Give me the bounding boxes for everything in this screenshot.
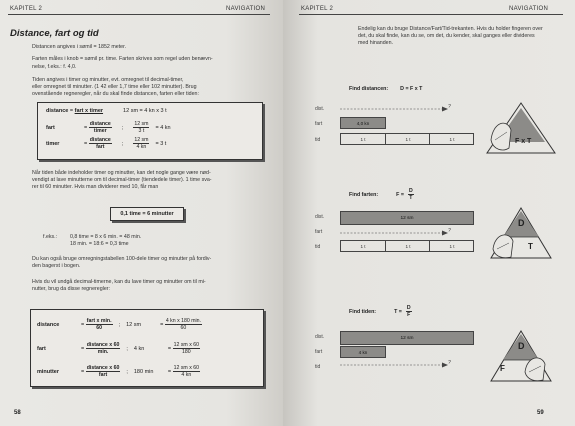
formula-box-minutes (30, 309, 264, 387)
row-label-fart: fart (315, 229, 323, 235)
denominator: fart (98, 372, 108, 378)
formula-label: fart (37, 345, 46, 352)
triangle-d-f-t (485, 100, 557, 156)
find-distance-heading (349, 86, 422, 92)
heading-label: Find tiden: (349, 308, 377, 315)
tid-bar (340, 133, 474, 145)
numerator: distance (89, 137, 111, 143)
paragraph: Når tiden både indeholder timer og minutter, kan det nogle gange være nød- (32, 170, 211, 176)
paragraph: Du kan også bruge omregningstabellen 100-dele timer og minutter på fordiv- (32, 256, 212, 262)
numerator: distance x 60 (86, 342, 120, 348)
numerator: fart x min. (86, 318, 112, 324)
row-label-fart: fart (315, 121, 323, 127)
distance-arrow (340, 104, 450, 114)
paragraph: med hinanden. (358, 40, 394, 46)
tid-cell: 1 t (385, 241, 430, 251)
formula-fraction (89, 137, 112, 150)
numerator: D (408, 188, 413, 194)
formula-fraction (86, 318, 113, 331)
formula-expr: fart x timer (74, 108, 104, 114)
paragraph: den bagerst i bogen. (32, 263, 81, 269)
tid-bar (340, 240, 474, 252)
paragraph: Hvis du vil undgå decimal-timerne, kan du lave timer og minutter om til mi- (32, 279, 206, 285)
left-page (0, 0, 283, 426)
formula-row-minutter: minutter = $\frac{\text{distance x 60}}{\text{fart}}$ ; 180 min = $\frac{\text{12 sm x 60}}{4 kn}$ (37, 365, 199, 378)
denominator: 180 (181, 349, 191, 355)
formula-lhs: F = (396, 191, 404, 198)
triangle-label: F x T (515, 138, 532, 145)
denominator: 60 (96, 325, 103, 331)
triangle-d-f (489, 328, 553, 384)
formula-box-decimal (37, 102, 263, 160)
formula-row-fart: fart = $\frac{\text{distance}}{\text{timer}}$ ; $\frac{12 sm}{3 t}$ = 4 kn (46, 121, 171, 134)
formula-fraction (406, 305, 412, 318)
unknown-mark: ? (448, 104, 451, 110)
denominator: 4 kn (136, 144, 147, 150)
example-fraction (133, 121, 149, 134)
row-label-dist: dist. (315, 214, 325, 220)
example-fraction (165, 318, 202, 331)
formula-row-distance: distance = fart x timer 12 sm = 4 kn x 3 t (46, 108, 167, 114)
formula-result: 3 t (160, 140, 167, 147)
tid-cell: 1 t (360, 243, 366, 249)
example-label: f.eks.: (43, 234, 58, 240)
paragraph: det, du skal finde, kan du se, om det, du kender, skal ganges eller divideres (358, 33, 535, 39)
chapter-header: KAPITEL 2 (301, 6, 334, 12)
conversion-box: 0,1 time = 6 minutter (110, 207, 184, 221)
heading-label: Find distancen: (349, 86, 389, 92)
row-label-tid: tid (315, 364, 321, 370)
formula-mid: 12 sm (126, 321, 142, 328)
formula-fraction (408, 188, 414, 201)
header-rule (299, 14, 563, 15)
distance-bar: 12 sm (340, 331, 474, 345)
page-title: Distance, fart og tid (10, 28, 99, 39)
tid-cell: 1 t (385, 134, 430, 144)
unknown-mark: ? (448, 360, 451, 366)
triangle-top-label: D (518, 341, 525, 351)
page-number: 58 (14, 410, 21, 416)
formula-row-fart: fart = $\frac{\text{distance x 60}}{\min.}$ ; 4 kn = $\frac{\text{12 sm x 60}}{180}$ (37, 342, 199, 355)
numerator: 12 sm (134, 121, 149, 127)
denominator: 3 t (138, 128, 145, 134)
denominator: fart (96, 144, 105, 150)
example-fraction (133, 137, 149, 150)
formula-mid: 180 min (133, 368, 154, 375)
formula-row-timer: timer = $\frac{\text{distance}}{\text{fart}}$ ; $\frac{12 sm}{4 kn}$ = 3 t (46, 137, 167, 150)
formula: D = F x T (400, 86, 423, 92)
numerator: distance (89, 121, 111, 127)
denominator: timer (93, 128, 107, 134)
denominator: T (409, 195, 413, 201)
numerator: 4 kn x 180 min. (165, 318, 202, 324)
paragraph: vendigt at lave minutterne om til decimal-timer (tiendedele timer). 1 time sva- (32, 177, 212, 183)
paragraph: ovenstående regneregler, når du skal finde distancen, farten eller tiden: (32, 91, 199, 97)
formula-label: distance (46, 108, 69, 114)
row-label-dist: dist. (315, 334, 325, 340)
denominator: F (407, 312, 411, 318)
tid-cell: 1 t (429, 241, 474, 251)
formula-result: 4 kn (160, 124, 171, 131)
section-header: NAVIGATION (226, 6, 266, 12)
right-page (283, 0, 575, 426)
speed-arrow (340, 228, 450, 238)
find-speed-heading (349, 188, 414, 201)
paragraph: rer til 60 minutter. Hvis man dividerer med 10, får man (32, 184, 159, 190)
heading-label: Find farten: (349, 191, 379, 198)
triangle-left-label: F (500, 364, 505, 373)
distance-bar: 12 sm (340, 211, 474, 225)
formula-fraction (86, 365, 121, 378)
formula-fraction (89, 121, 112, 134)
example-line: 18 min. = 18:6 = 0,3 time (70, 241, 129, 247)
row-label-tid: tid (315, 137, 321, 143)
formula-label: fart (46, 124, 55, 131)
formula-label: minutter (37, 368, 59, 375)
numerator: D (406, 305, 411, 311)
fart-bar: 4,0 kn (340, 117, 386, 129)
formula-label: timer (46, 140, 60, 147)
example-line: 0,8 time = 8 x 6 min. = 48 min. (70, 234, 142, 240)
header-rule (8, 14, 270, 15)
fart-bar: 4 kn (340, 346, 386, 358)
unknown-mark: ? (448, 228, 451, 234)
formula-example: 12 sm = 4 kn x 3 t (123, 108, 167, 114)
paragraph: nelse, f.eks.: f. 4,0. (32, 64, 77, 70)
formula-mid: 4 kn (133, 345, 145, 352)
denominator: 60 (180, 325, 187, 331)
paragraph: nutter, brug da disse regneregler: (32, 286, 111, 292)
example-fraction (173, 365, 200, 378)
numerator: 12 sm x 60 (173, 342, 199, 348)
denominator: min. (97, 349, 109, 355)
paragraph: Endelig kan du bruge Distance/Fart/Tid-trekanten. Hvis du holder fingeren over (358, 26, 543, 32)
paragraph: Farten måles i knob = sømil pr. time. Farten skrives som regel uden benævn- (32, 56, 213, 62)
formula-fraction (86, 342, 121, 355)
section-header: NAVIGATION (509, 6, 549, 12)
example-fraction (173, 342, 200, 355)
paragraph: Tiden angives i timer og minutter, evt. omregnet til decimal-timer, (32, 77, 184, 83)
formula-label: distance (37, 321, 60, 328)
formula-lhs: T = (394, 308, 402, 315)
numerator: 12 sm (134, 137, 149, 143)
triangle-right-label: T (528, 242, 533, 251)
chapter-header: KAPITEL 2 (10, 6, 43, 12)
row-label-dist: dist. (315, 106, 325, 112)
tid-cell: 1 t (429, 134, 474, 144)
triangle-top-label: D (518, 218, 525, 228)
time-arrow (340, 360, 450, 370)
numerator: distance x 60 (86, 365, 120, 371)
find-time-heading (349, 305, 412, 318)
denominator: 4 kn (181, 372, 192, 378)
row-label-tid: tid (315, 244, 321, 250)
paragraph: Distancen angives i sømil = 1852 meter. (32, 44, 127, 50)
paragraph: eller omregnet til minutter. (1 42 eller 1,7 time eller 102 minutter). Brug (32, 84, 197, 90)
triangle-d-t (489, 205, 553, 261)
row-label-fart: fart (315, 349, 323, 355)
page-number: 59 (537, 410, 544, 416)
tid-cell: 1 t (360, 136, 366, 142)
numerator: 12 sm x 60 (173, 365, 199, 371)
formula-row-distance: distance = $\frac{\text{fart x min.}}{60}$ ; 12 sm = $\frac{\text{4 kn x 180 min.}}{60}$ (37, 318, 202, 331)
